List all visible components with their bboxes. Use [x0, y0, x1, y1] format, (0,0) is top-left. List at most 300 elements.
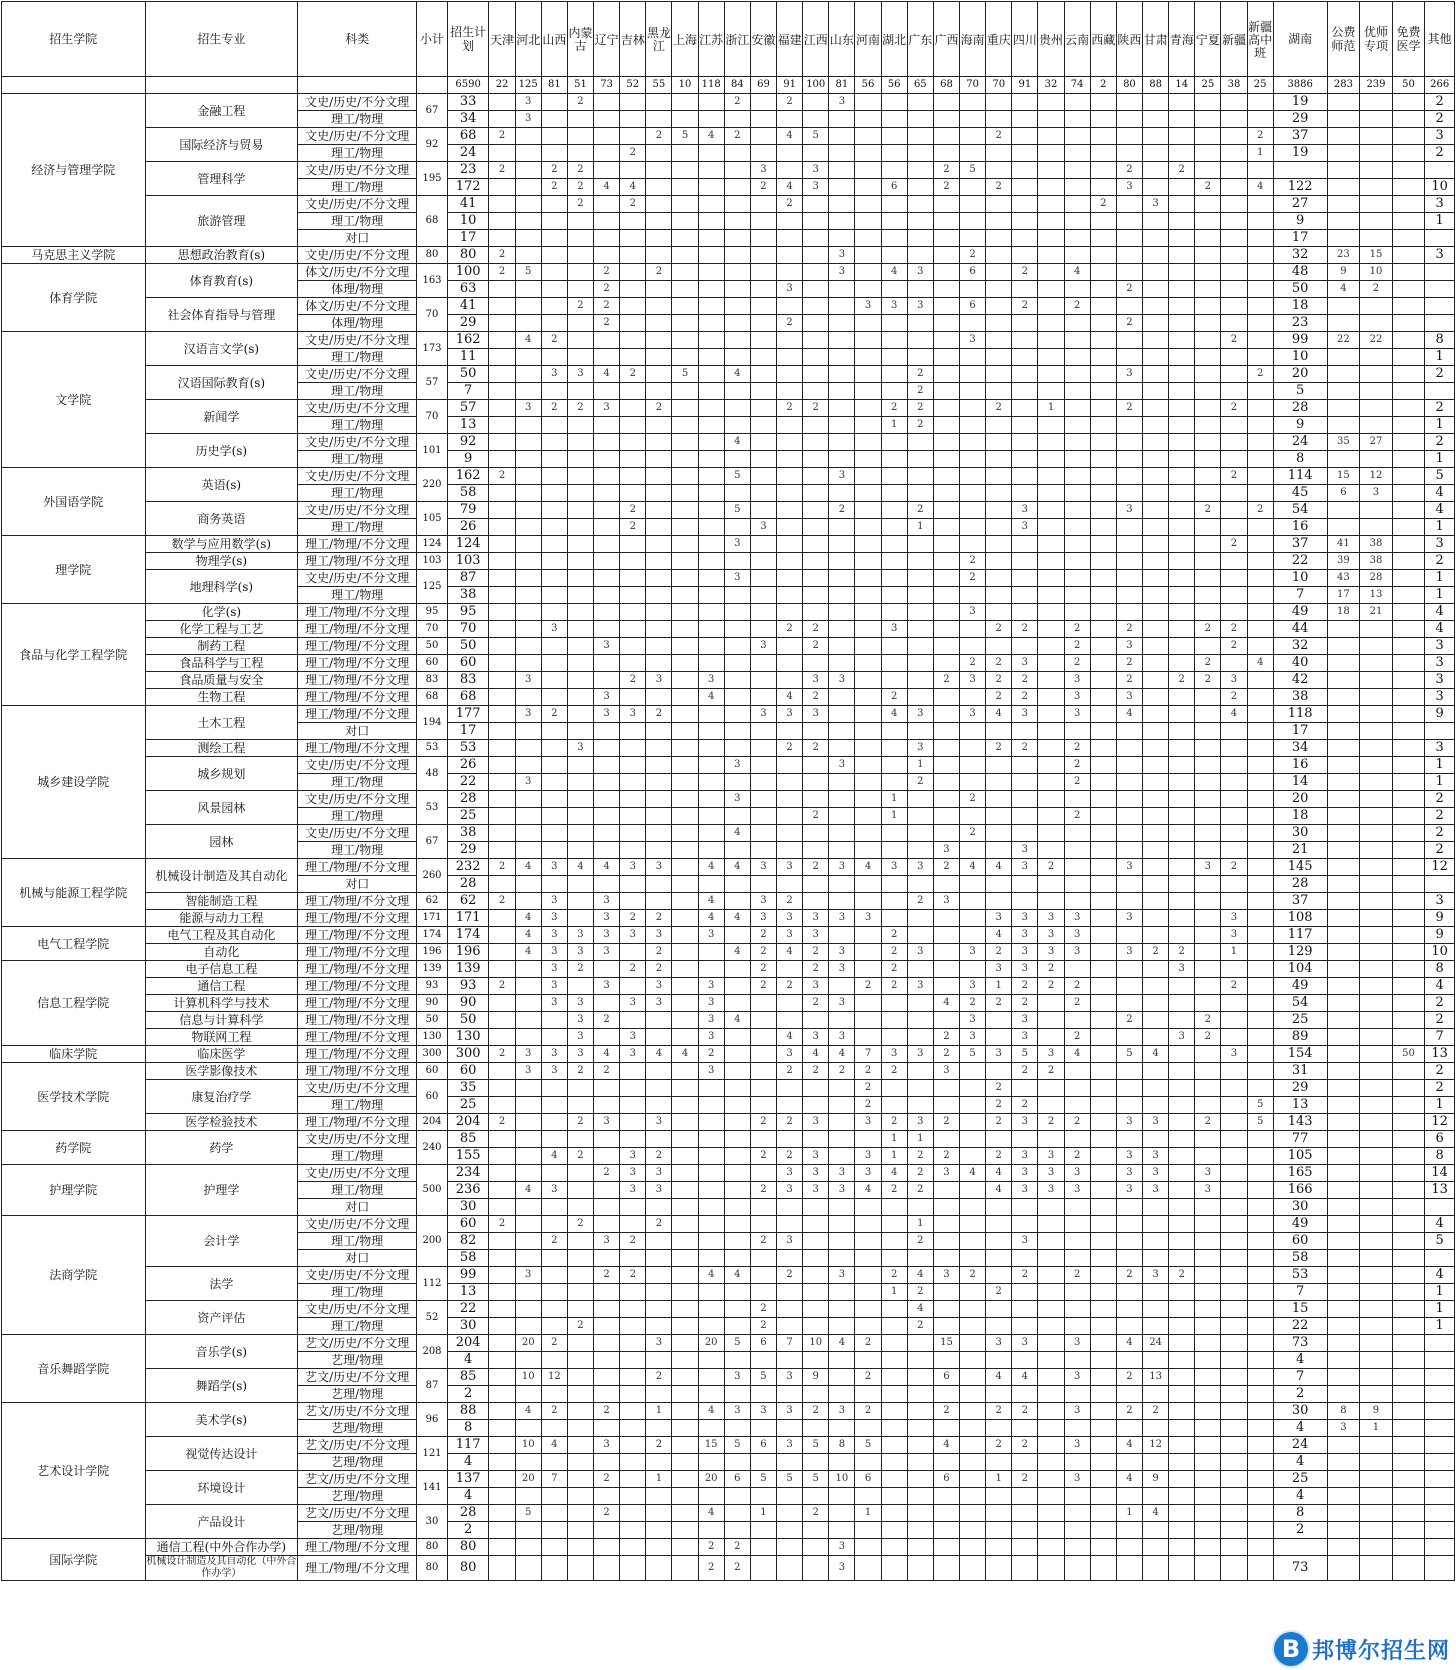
province-cell [672, 655, 698, 672]
extra-cell [1327, 1284, 1360, 1301]
province-cell [1090, 570, 1116, 587]
province-cell: 2 [881, 1114, 907, 1131]
province-cell [698, 230, 724, 247]
province-cell: 2 [1038, 961, 1064, 978]
province-cell [489, 383, 515, 400]
province-cell [1169, 1437, 1195, 1454]
province-cell: 3 [803, 927, 829, 944]
province-cell [646, 621, 672, 638]
province-cell [594, 502, 620, 519]
province-cell [672, 859, 698, 876]
province-cell [724, 230, 750, 247]
extra-cell [1327, 1182, 1360, 1199]
province-cell [489, 1454, 515, 1471]
category-cell: 文史/历史/不分文理 [298, 94, 417, 111]
province-cell [724, 1386, 750, 1403]
province-cell [620, 1318, 646, 1335]
province-cell [594, 1386, 620, 1403]
province-cell: 3 [1116, 502, 1142, 519]
province-cell [1038, 332, 1064, 349]
extra-cell [1327, 1199, 1360, 1216]
other-cell: 3 [1425, 536, 1455, 553]
province-cell [829, 1505, 855, 1522]
category-cell: 体理/物理 [298, 281, 417, 298]
province-cell [646, 893, 672, 910]
province-cell: 3 [1012, 519, 1038, 536]
province-cell [724, 995, 750, 1012]
province-cell [933, 128, 959, 145]
province-cell [698, 553, 724, 570]
province-cell [489, 1097, 515, 1114]
province-cell [777, 1420, 803, 1437]
province-cell [646, 281, 672, 298]
province-cell [881, 1318, 907, 1335]
province-cell: 2 [933, 859, 959, 876]
major-name: 会计学 [145, 1216, 298, 1267]
category-cell: 理工/物理/不分文理 [298, 1046, 417, 1063]
totals-province: 74 [1064, 77, 1090, 94]
province-cell [1247, 706, 1273, 723]
province-cell [672, 978, 698, 995]
hunan-cell: 25 [1273, 1012, 1327, 1029]
province-cell [1012, 417, 1038, 434]
province-cell [1090, 1471, 1116, 1488]
province-cell [1195, 995, 1221, 1012]
hunan-cell: 60 [1273, 1233, 1327, 1250]
extra-cell: 9 [1360, 1403, 1393, 1420]
province-cell [1038, 230, 1064, 247]
province-cell [620, 417, 646, 434]
province-cell [1195, 468, 1221, 485]
extra-cell [1392, 1403, 1425, 1420]
province-cell [855, 145, 881, 162]
plan-cell: 139 [447, 961, 489, 978]
province-cell [1195, 1097, 1221, 1114]
province-cell [567, 1369, 593, 1386]
extra-cell: 38 [1360, 553, 1393, 570]
province-cell [1169, 910, 1195, 927]
plan-cell: 29 [447, 842, 489, 859]
province-cell [1038, 587, 1064, 604]
province-cell: 2 [933, 162, 959, 179]
province-cell [803, 1216, 829, 1233]
province-cell [1221, 1148, 1247, 1165]
table-row [2, 400, 1455, 417]
province-cell: 2 [750, 1301, 776, 1318]
province-cell: 4 [515, 1403, 541, 1420]
province-cell [489, 774, 515, 791]
province-cell: 2 [594, 1165, 620, 1182]
province-cell [750, 604, 776, 621]
province-cell [1038, 570, 1064, 587]
province-cell [855, 791, 881, 808]
province-cell [567, 536, 593, 553]
province-cell [855, 1199, 881, 1216]
plan-cell: 17 [447, 723, 489, 740]
extra-cell [1392, 1386, 1425, 1403]
college-name: 信息工程学院 [2, 961, 146, 1046]
province-cell: 5 [724, 1437, 750, 1454]
hunan-cell: 105 [1273, 1148, 1327, 1165]
province-cell [672, 706, 698, 723]
province-cell [646, 1386, 672, 1403]
province-cell: 3 [960, 978, 986, 995]
province-cell [1090, 1148, 1116, 1165]
extra-cell [1327, 689, 1360, 706]
major-name: 风景园林 [145, 791, 298, 825]
province-cell [515, 451, 541, 468]
extra-cell: 50 [1392, 1046, 1425, 1063]
major-name: 食品科学与工程 [145, 655, 298, 672]
extra-cell [1392, 859, 1425, 876]
province-cell [777, 468, 803, 485]
extra-cell [1360, 893, 1393, 910]
province-cell [803, 1420, 829, 1437]
category-cell: 体理/物理 [298, 315, 417, 332]
table-row [2, 791, 1455, 808]
plan-cell: 162 [447, 332, 489, 349]
province-cell: 2 [1012, 672, 1038, 689]
province-cell: 3 [1012, 961, 1038, 978]
province-cell [1116, 570, 1142, 587]
province-cell [750, 1284, 776, 1301]
province-cell [1221, 1505, 1247, 1522]
table-row [2, 1556, 1455, 1581]
province-cell [1012, 638, 1038, 655]
province-cell [1038, 1318, 1064, 1335]
province-cell [960, 621, 986, 638]
extra-cell [1327, 961, 1360, 978]
province-cell [489, 757, 515, 774]
totals-province: 52 [620, 77, 646, 94]
extra-cell [1392, 1012, 1425, 1029]
province-cell: 3 [829, 1403, 855, 1420]
hunan-cell: 7 [1273, 1284, 1327, 1301]
province-cell [1221, 655, 1247, 672]
province-cell [881, 893, 907, 910]
province-cell [1195, 1403, 1221, 1420]
extra-cell [1327, 1250, 1360, 1267]
province-cell [541, 842, 567, 859]
province-cell [1038, 213, 1064, 230]
province-cell [724, 213, 750, 230]
province-cell [881, 570, 907, 587]
province-cell [777, 842, 803, 859]
table-row [2, 689, 1455, 706]
province-cell: 2 [881, 961, 907, 978]
province-cell [1064, 1454, 1090, 1471]
province-cell [1221, 1012, 1247, 1029]
province-cell [1247, 417, 1273, 434]
province-cell [594, 468, 620, 485]
province-cell [620, 1437, 646, 1454]
province-cell: 4 [515, 910, 541, 927]
province-cell [489, 1267, 515, 1284]
college-name: 国际学院 [2, 1539, 146, 1581]
other-cell: 1 [1425, 570, 1455, 587]
province-cell [829, 1488, 855, 1505]
province-cell [620, 757, 646, 774]
province-cell [594, 383, 620, 400]
province-cell [777, 723, 803, 740]
province-cell: 3 [620, 1165, 646, 1182]
province-cell [646, 315, 672, 332]
province-cell [489, 230, 515, 247]
province-cell [907, 1335, 933, 1352]
province-cell [620, 1352, 646, 1369]
province-cell [489, 740, 515, 757]
province-cell [960, 1454, 986, 1471]
hunan-cell: 22 [1273, 1318, 1327, 1335]
province-cell: 3 [1038, 1148, 1064, 1165]
province-cell [1143, 315, 1169, 332]
hunan-cell: 48 [1273, 264, 1327, 281]
province-cell [829, 1352, 855, 1369]
province-cell: 3 [750, 893, 776, 910]
province-cell [960, 876, 986, 893]
hunan-cell: 53 [1273, 1267, 1327, 1284]
province-cell [567, 434, 593, 451]
province-cell: 2 [646, 910, 672, 927]
plan-cell: 204 [447, 1114, 489, 1131]
category-cell: 理工/物理 [298, 213, 417, 230]
province-cell [515, 1199, 541, 1216]
province-cell [1169, 1352, 1195, 1369]
category-cell: 艺理/物理 [298, 1386, 417, 1403]
extra-cell: 41 [1327, 536, 1360, 553]
province-cell [881, 213, 907, 230]
province-cell [1116, 519, 1142, 536]
province-cell [986, 825, 1012, 842]
province-cell: 3 [567, 1029, 593, 1046]
province-cell [933, 1352, 959, 1369]
province-cell [1169, 519, 1195, 536]
province-cell [1195, 519, 1221, 536]
province-cell: 2 [986, 179, 1012, 196]
major-name: 汉语言文学(s) [145, 332, 298, 366]
province-cell [1116, 791, 1142, 808]
province-cell [1221, 247, 1247, 264]
province-cell: 3 [803, 706, 829, 723]
province-cell [672, 1556, 698, 1581]
subtotal-cell: 70 [417, 400, 448, 434]
category-cell: 文史/历史/不分文理 [298, 1080, 417, 1097]
extra-cell [1360, 1284, 1393, 1301]
extra-cell [1327, 213, 1360, 230]
province-cell [541, 672, 567, 689]
province-cell [1247, 1386, 1273, 1403]
province-cell [803, 332, 829, 349]
hunan-cell: 42 [1273, 672, 1327, 689]
province-cell [724, 400, 750, 417]
province-cell: 2 [646, 944, 672, 961]
province-cell [672, 196, 698, 213]
province-cell [855, 468, 881, 485]
other-cell: 13 [1425, 1182, 1455, 1199]
province-cell [698, 111, 724, 128]
province-cell [489, 1250, 515, 1267]
province-cell [750, 757, 776, 774]
province-cell [1195, 1284, 1221, 1301]
province-cell [724, 417, 750, 434]
province-cell [933, 485, 959, 502]
province-cell: 2 [1064, 808, 1090, 825]
province-cell [672, 247, 698, 264]
province-cell [489, 1505, 515, 1522]
province-cell: 2 [1064, 298, 1090, 315]
province-cell [515, 808, 541, 825]
subtotal-cell: 95 [417, 604, 448, 621]
other-cell: 3 [1425, 196, 1455, 213]
province-cell [1090, 876, 1116, 893]
province-cell [620, 774, 646, 791]
province-cell: 4 [777, 179, 803, 196]
table-row [2, 162, 1455, 179]
province-cell [881, 1012, 907, 1029]
province-cell [515, 621, 541, 638]
province-cell [620, 247, 646, 264]
province-cell [620, 604, 646, 621]
province-cell [1195, 230, 1221, 247]
province-cell: 3 [750, 638, 776, 655]
province-cell [646, 298, 672, 315]
province-cell [698, 451, 724, 468]
province-cell [829, 689, 855, 706]
province-cell [777, 1454, 803, 1471]
province-cell: 2 [1169, 1267, 1195, 1284]
province-cell: 2 [933, 179, 959, 196]
province-cell [541, 264, 567, 281]
province-cell [907, 451, 933, 468]
extra-cell [1327, 1301, 1360, 1318]
province-cell: 3 [750, 519, 776, 536]
province-cell [907, 995, 933, 1012]
province-cell [986, 1505, 1012, 1522]
province-cell: 1 [646, 1403, 672, 1420]
plan-cell: 28 [447, 791, 489, 808]
province-cell [1143, 1386, 1169, 1403]
hunan-cell: 73 [1273, 1556, 1327, 1581]
province-cell [1221, 1250, 1247, 1267]
province-cell [881, 1403, 907, 1420]
extra-cell [1360, 1046, 1393, 1063]
province-cell [567, 1233, 593, 1250]
extra-cell [1327, 1097, 1360, 1114]
extra-cell [1327, 366, 1360, 383]
province-cell [986, 638, 1012, 655]
province-cell [1090, 1080, 1116, 1097]
province-cell [960, 757, 986, 774]
province-cell [986, 94, 1012, 111]
province-cell [933, 1420, 959, 1437]
province-cell [515, 1488, 541, 1505]
province-cell [594, 1335, 620, 1352]
extra-cell [1327, 740, 1360, 757]
province-cell [567, 451, 593, 468]
province-cell [489, 1386, 515, 1403]
province-cell [986, 570, 1012, 587]
province-cell: 2 [620, 196, 646, 213]
extra-cell: 35 [1327, 434, 1360, 451]
province-cell [1038, 417, 1064, 434]
category-cell: 文史/历史/不分文理 [298, 247, 417, 264]
province-cell: 2 [986, 128, 1012, 145]
province-cell [986, 1386, 1012, 1403]
province-cell [515, 825, 541, 842]
province-cell [1247, 383, 1273, 400]
province-cell [1064, 315, 1090, 332]
extra-cell [1392, 1284, 1425, 1301]
province-cell [646, 1522, 672, 1539]
province-cell [933, 349, 959, 366]
province-cell [986, 1199, 1012, 1216]
province-cell [567, 1471, 593, 1488]
province-cell: 2 [1064, 757, 1090, 774]
major-name: 通信工程(中外合作办学) [145, 1539, 298, 1556]
province-cell [489, 604, 515, 621]
other-cell: 8 [1425, 1148, 1455, 1165]
province-cell: 3 [829, 1556, 855, 1581]
extra-cell [1392, 587, 1425, 604]
province-cell [567, 128, 593, 145]
other-cell: 2 [1425, 825, 1455, 842]
province-cell [803, 264, 829, 281]
province-cell: 2 [777, 1063, 803, 1080]
province-cell [986, 1556, 1012, 1581]
province-cell [541, 196, 567, 213]
other-cell: 1 [1425, 757, 1455, 774]
province-cell [855, 417, 881, 434]
other-cell [1425, 264, 1455, 281]
province-cell [933, 1012, 959, 1029]
province-cell: 2 [907, 400, 933, 417]
province-cell: 2 [881, 1182, 907, 1199]
province-cell [986, 468, 1012, 485]
province-cell [907, 1369, 933, 1386]
province-cell [724, 264, 750, 281]
province-cell [1116, 1097, 1142, 1114]
province-cell: 2 [777, 1114, 803, 1131]
province-cell [881, 128, 907, 145]
province-cell [1116, 1318, 1142, 1335]
province-cell [489, 451, 515, 468]
other-cell: 1 [1425, 349, 1455, 366]
province-cell [1221, 570, 1247, 587]
province-cell: 2 [855, 1335, 881, 1352]
subtotal-cell: 300 [417, 1046, 448, 1063]
table-row [2, 434, 1455, 451]
table-row [2, 995, 1455, 1012]
province-cell: 3 [1012, 927, 1038, 944]
province-cell [907, 179, 933, 196]
province-cell [698, 1369, 724, 1386]
province-cell: 2 [1116, 655, 1142, 672]
province-cell [489, 638, 515, 655]
province-cell [1195, 383, 1221, 400]
province-cell [986, 1250, 1012, 1267]
category-cell: 对口 [298, 1199, 417, 1216]
province-cell [986, 332, 1012, 349]
province-cell: 2 [620, 910, 646, 927]
province-cell: 3 [933, 1165, 959, 1182]
province-cell: 2 [750, 944, 776, 961]
category-cell: 文史/历史/不分文理 [298, 1216, 417, 1233]
province-cell [960, 1216, 986, 1233]
province-cell: 3 [777, 1233, 803, 1250]
province-cell [594, 1488, 620, 1505]
province-cell [1195, 808, 1221, 825]
province-cell: 4 [698, 1505, 724, 1522]
